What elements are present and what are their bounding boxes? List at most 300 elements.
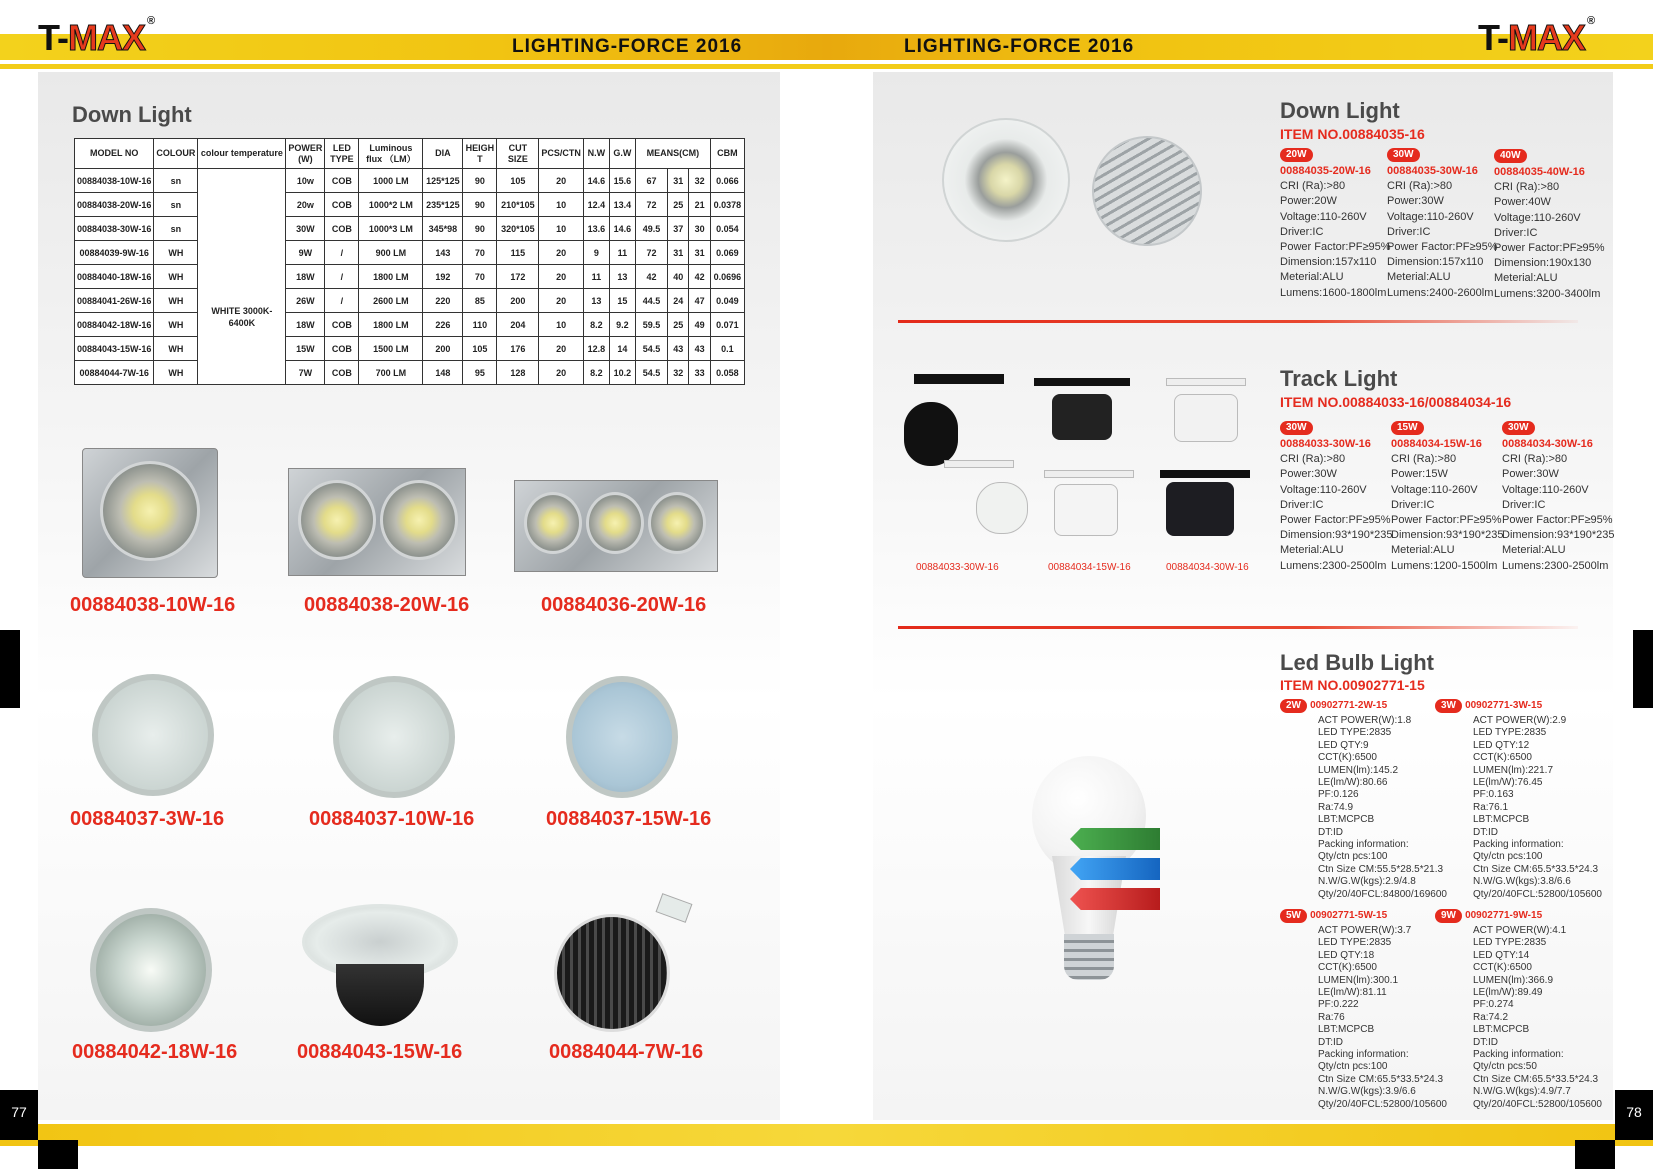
cell-means-l: 44.5: [635, 289, 667, 313]
th-height: HEIGH T: [463, 139, 497, 169]
track-light-variant: [1391, 420, 1504, 574]
cell-flux: 1000*2 LM: [359, 193, 423, 217]
track-light-variant: [1280, 420, 1393, 574]
product-image-00884036-20W-16: [514, 480, 718, 572]
spec-line: PF:0.222: [1318, 999, 1359, 1011]
th-means: MEANS(CM): [635, 139, 710, 169]
spec-line: Lumens:1600-1800lm: [1280, 286, 1387, 299]
cell-nw: 12.4: [583, 193, 609, 217]
th-gw: G.W: [609, 139, 635, 169]
cell-pcs: 10: [539, 217, 584, 241]
cell-gw: 11: [609, 241, 635, 265]
spec-line: Qty/20/40FCL:84800/169600: [1318, 888, 1447, 900]
cell-pcs: 20: [539, 289, 584, 313]
spec-line: Dimension:93*190*235: [1502, 529, 1615, 542]
cell-means-l: 59.5: [635, 313, 667, 337]
cell-means-l: 49.5: [635, 217, 667, 241]
cell-dia: 235*125: [423, 193, 463, 217]
table-row: [75, 361, 745, 385]
cell-means-w: 32: [668, 361, 689, 385]
cell-dia: 125*125: [423, 169, 463, 193]
spec-line: CCT(K):6500: [1473, 962, 1532, 974]
brand-logo-left: T-MAX ®: [38, 15, 155, 58]
cell-height: 95: [463, 361, 497, 385]
cell-colour: sn: [154, 217, 198, 241]
cell-flux: 900 LM: [359, 241, 423, 265]
cell-led-type: COB: [325, 361, 359, 385]
cell-led-type: /: [325, 289, 359, 313]
spec-lines: [1280, 452, 1393, 574]
spec-line: LE(lm/W):80.66: [1318, 777, 1388, 789]
spec-line: Lumens:2300-2500lm: [1280, 559, 1387, 572]
product-caption: 00884038-20W-16: [304, 594, 470, 616]
th-pcs-ctn: PCS/CTN: [539, 139, 584, 169]
power-badge: 30W: [1502, 421, 1535, 435]
spec-line: Qty/ctn pcs:100: [1473, 851, 1543, 863]
footer-band: [0, 1124, 1653, 1146]
spec-line: Power:20W: [1280, 195, 1337, 208]
cell-cbm: 0.049: [710, 289, 744, 313]
cell-model: 00884039-9W-16: [75, 241, 154, 265]
spec-line: Packing information:: [1473, 839, 1564, 851]
spec-line: Voltage:110-260V: [1494, 211, 1581, 224]
cell-power: 26W: [286, 289, 325, 313]
table-row: [75, 217, 745, 241]
cell-height: 70: [463, 265, 497, 289]
cell-height: 105: [463, 337, 497, 361]
spec-line: Qty/20/40FCL:52800/105600: [1473, 888, 1602, 900]
product-caption: 00884037-10W-16: [309, 808, 475, 830]
track-light-variant: [1502, 420, 1615, 574]
spec-line: Driver:IC: [1502, 498, 1546, 511]
power-badge: 40W: [1494, 149, 1527, 163]
spec-line: Dimension:157x110: [1280, 256, 1377, 269]
cell-model: 00884044-7W-16: [75, 361, 154, 385]
cell-model: 00884041-26W-16: [75, 289, 154, 313]
cell-cbm: 0.054: [710, 217, 744, 241]
spec-line: CRI (Ra):>80: [1391, 453, 1457, 466]
cell-means-h: 43: [689, 337, 710, 361]
spec-line: Meterial:ALU: [1280, 271, 1344, 284]
page-number-left: 77: [0, 1090, 38, 1140]
cell-model: 00884038-30W-16: [75, 217, 154, 241]
cell-pcs: 20: [539, 337, 584, 361]
cell-means-l: 54.5: [635, 337, 667, 361]
cell-dia: 148: [423, 361, 463, 385]
variant-model: 00902771-2W-15: [1310, 700, 1388, 711]
brand-logo-right: T-MAX ®: [1478, 15, 1595, 58]
spec-line: Dimension:190x130: [1494, 257, 1592, 270]
cell-pcs: 20: [539, 169, 584, 193]
cell-cbm: 0.069: [710, 241, 744, 265]
variant-model: 00884033-30W-16: [1280, 438, 1371, 450]
side-tab-right: [1633, 630, 1653, 708]
th-cbm: CBM: [710, 139, 744, 169]
spec-lines: [1494, 180, 1605, 302]
spec-line: DT:ID: [1473, 826, 1498, 838]
spec-line: Ra:74.2: [1473, 1011, 1509, 1023]
variant-model: 00902771-5W-15: [1310, 910, 1388, 921]
cell-power: 18W: [286, 313, 325, 337]
cell-cut-size: 172: [497, 265, 539, 289]
spec-line: Qty/ctn pcs:100: [1318, 851, 1388, 863]
book-title-right: LIGHTING-FORCE 2016: [904, 36, 1135, 57]
cell-cut-size: 128: [497, 361, 539, 385]
cell-means-l: 42: [635, 265, 667, 289]
cell-model: 00884038-10W-16: [75, 169, 154, 193]
cell-means-w: 25: [668, 193, 689, 217]
cell-colour: WH: [154, 289, 198, 313]
spec-line: LED QTY:14: [1473, 949, 1530, 961]
cell-colour: WH: [154, 313, 198, 337]
cell-cut-size: 204: [497, 313, 539, 337]
spec-line: PF:0.163: [1473, 789, 1514, 801]
track-image-label: 00884034-30W-16: [1166, 562, 1249, 573]
cell-gw: 15: [609, 289, 635, 313]
product-image-00884038-20W-16: [288, 468, 466, 576]
cell-cut-size: 200: [497, 289, 539, 313]
cell-led-type: /: [325, 265, 359, 289]
cell-colour-temp: WHITE 3000K-6400K: [198, 169, 286, 385]
spec-line: CRI (Ra):>80: [1280, 453, 1346, 466]
spec-line: Power Factor:PF≥95%: [1280, 514, 1391, 527]
power-badge: 20W: [1280, 148, 1313, 162]
spec-line: Driver:IC: [1387, 225, 1431, 238]
bulb-variant: [1435, 908, 1602, 1111]
cell-means-h: 33: [689, 361, 710, 385]
cell-means-h: 32: [689, 169, 710, 193]
cell-pcs: 10: [539, 193, 584, 217]
spec-line: LED TYPE:2835: [1318, 727, 1392, 739]
cell-means-l: 72: [635, 241, 667, 265]
cell-model: 00884042-18W-16: [75, 313, 154, 337]
spec-lines: [1502, 452, 1615, 574]
power-badge: 2W: [1280, 699, 1307, 713]
product-caption: 00884037-3W-16: [70, 808, 225, 830]
cell-cut-size: 320*105: [497, 217, 539, 241]
track-light-item-no: ITEM NO.00884033-16/00884034-16: [1280, 394, 1512, 410]
cell-nw: 12.8: [583, 337, 609, 361]
down-light-variant: [1280, 147, 1391, 301]
product-image-00884044-7W-16: [554, 898, 694, 1034]
cell-gw: 9.2: [609, 313, 635, 337]
spec-line: Lumens:3200-3400lm: [1494, 287, 1601, 300]
down-light-variant: [1387, 147, 1498, 301]
spec-line: CRI (Ra):>80: [1502, 453, 1568, 466]
spec-lines: [1318, 925, 1447, 1111]
spec-line: ACT POWER(W):2.9: [1473, 715, 1567, 726]
spec-line: LED TYPE:2835: [1473, 727, 1547, 739]
cell-means-w: 31: [668, 169, 689, 193]
product-caption: 00884042-18W-16: [72, 1041, 238, 1063]
spec-lines: [1391, 452, 1504, 574]
cell-nw: 14.6: [583, 169, 609, 193]
table-row: [75, 289, 745, 313]
cell-led-type: COB: [325, 217, 359, 241]
cell-power: 30W: [286, 217, 325, 241]
spec-line: Dimension:157x110: [1387, 256, 1484, 269]
cell-led-type: COB: [325, 337, 359, 361]
th-power: POWER (W): [286, 139, 325, 169]
spec-line: Ctn Size CM:65.5*33.5*24.3: [1473, 1073, 1599, 1085]
variant-model: 00902771-9W-15: [1465, 910, 1543, 921]
product-image-00884042-18W-16: [90, 908, 212, 1032]
spec-line: DT:ID: [1473, 1036, 1498, 1048]
header-band: [0, 34, 1653, 60]
down-light-image: [942, 118, 1212, 258]
cell-means-w: 24: [668, 289, 689, 313]
spec-line: ACT POWER(W):3.7: [1318, 925, 1412, 936]
spec-line: DT:ID: [1318, 1036, 1343, 1048]
spec-line: Voltage:110-260V: [1280, 210, 1367, 223]
product-caption: 00884043-15W-16: [297, 1041, 463, 1063]
spec-line: PF:0.274: [1473, 999, 1514, 1011]
cell-height: 70: [463, 241, 497, 265]
cell-means-w: 43: [668, 337, 689, 361]
spec-line: PF:0.126: [1318, 789, 1359, 801]
spec-line: Lumens:1200-1500lm: [1391, 559, 1498, 572]
cell-flux: 1000 LM: [359, 169, 423, 193]
cell-led-type: COB: [325, 313, 359, 337]
spec-line: LUMEN(lm):300.1: [1318, 974, 1399, 986]
power-badge: 9W: [1435, 909, 1462, 923]
led-bulb-image: [1024, 756, 1160, 982]
table-row: [75, 169, 745, 193]
footer-tab-right: [1575, 1140, 1615, 1169]
spec-line: Qty/ctn pcs:100: [1318, 1061, 1388, 1073]
cell-means-h: 49: [689, 313, 710, 337]
th-dia: DIA: [423, 139, 463, 169]
cell-height: 110: [463, 313, 497, 337]
spec-line: LBT:MCPCB: [1473, 1024, 1530, 1036]
cell-means-w: 40: [668, 265, 689, 289]
cell-gw: 13.4: [609, 193, 635, 217]
cell-colour: sn: [154, 193, 198, 217]
page-number-right: 78: [1615, 1090, 1653, 1140]
spec-line: Voltage:110-260V: [1280, 483, 1367, 496]
table-header-row: [75, 139, 745, 169]
cell-nw: 11: [583, 265, 609, 289]
cell-pcs: 20: [539, 265, 584, 289]
cell-power: 9W: [286, 241, 325, 265]
section-divider: [898, 320, 1578, 323]
spec-line: Power Factor:PF≥95%: [1387, 241, 1498, 254]
spec-line: Packing information:: [1318, 839, 1409, 851]
cell-dia: 192: [423, 265, 463, 289]
table-row: [75, 193, 745, 217]
cell-means-l: 54.5: [635, 361, 667, 385]
spec-line: LBT:MCPCB: [1318, 814, 1375, 826]
table-row: [75, 337, 745, 361]
spec-line: ACT POWER(W):4.1: [1473, 925, 1567, 936]
spec-line: Meterial:ALU: [1502, 544, 1566, 557]
th-colour-temp: colour temperature: [198, 139, 286, 169]
spec-line: LBT:MCPCB: [1473, 814, 1530, 826]
power-badge: 15W: [1391, 421, 1424, 435]
spec-line: Driver:IC: [1280, 225, 1324, 238]
cell-cbm: 0.066: [710, 169, 744, 193]
cell-nw: 13.6: [583, 217, 609, 241]
spec-line: Ra:74.9: [1318, 801, 1354, 813]
cell-cbm: 0.0696: [710, 265, 744, 289]
cell-height: 85: [463, 289, 497, 313]
cell-led-type: /: [325, 241, 359, 265]
spec-line: Voltage:110-260V: [1387, 210, 1474, 223]
spec-line: Driver:IC: [1280, 498, 1324, 511]
spec-lines: [1318, 715, 1447, 901]
spec-line: CRI (Ra):>80: [1494, 181, 1560, 194]
cell-flux: 1800 LM: [359, 265, 423, 289]
cell-gw: 13: [609, 265, 635, 289]
spec-line: N.W/G.W(kgs):4.9/7.7: [1473, 1086, 1571, 1098]
spec-line: Power Factor:PF≥95%: [1502, 514, 1613, 527]
side-tab-left: [0, 630, 20, 708]
spec-line: Dimension:93*190*235: [1391, 529, 1504, 542]
cell-cut-size: 176: [497, 337, 539, 361]
spec-lines: [1387, 179, 1498, 301]
cell-colour: WH: [154, 265, 198, 289]
spec-line: LUMEN(lm):366.9: [1473, 974, 1554, 986]
cell-means-h: 47: [689, 289, 710, 313]
power-badge: 30W: [1387, 148, 1420, 162]
spec-line: LE(lm/W):81.11: [1318, 987, 1387, 999]
down-light-item-no: ITEM NO.00884035-16: [1280, 126, 1425, 142]
spec-line: CRI (Ra):>80: [1387, 180, 1453, 193]
spec-line: Ctn Size CM:65.5*33.5*24.3: [1473, 863, 1599, 875]
cell-height: 90: [463, 169, 497, 193]
spec-line: LBT:MCPCB: [1318, 1024, 1375, 1036]
product-image-00884037-3W-16: [92, 674, 214, 796]
power-badge: 30W: [1280, 421, 1313, 435]
bulb-variant: [1280, 908, 1447, 1111]
spec-line: N.W/G.W(kgs):3.9/6.6: [1318, 1086, 1416, 1098]
cell-means-h: 31: [689, 241, 710, 265]
bulb-item-no: ITEM NO.00902771-15: [1280, 677, 1425, 693]
cell-cbm: 0.0378: [710, 193, 744, 217]
cell-colour: WH: [154, 337, 198, 361]
spec-line: LUMEN(lm):145.2: [1318, 764, 1399, 776]
cell-nw: 8.2: [583, 313, 609, 337]
spec-line: Ra:76: [1318, 1011, 1345, 1023]
cell-power: 7W: [286, 361, 325, 385]
product-caption: 00884037-15W-16: [546, 808, 712, 830]
spec-line: CCT(K):6500: [1318, 962, 1377, 974]
cell-dia: 143: [423, 241, 463, 265]
cell-means-h: 21: [689, 193, 710, 217]
th-led-type: LED TYPE: [325, 139, 359, 169]
power-badge: 3W: [1435, 699, 1462, 713]
spec-line: Lumens:2400-2600lm: [1387, 286, 1494, 299]
left-section-title: Down Light: [72, 102, 192, 127]
spec-line: Power:15W: [1391, 468, 1448, 481]
spec-line: Driver:IC: [1494, 226, 1538, 239]
track-light-title: Track Light: [1280, 366, 1398, 391]
spec-line: Meterial:ALU: [1387, 271, 1451, 284]
variant-model: 00884034-15W-16: [1391, 438, 1482, 450]
product-image-00884038-10W-16: [82, 444, 218, 582]
cell-height: 90: [463, 193, 497, 217]
cell-nw: 9: [583, 241, 609, 265]
cell-gw: 15.6: [609, 169, 635, 193]
product-caption: 00884036-20W-16: [541, 594, 707, 616]
product-image-00884037-15W-16: [566, 676, 678, 798]
spec-lines: [1280, 179, 1391, 301]
cell-means-h: 30: [689, 217, 710, 241]
cell-led-type: COB: [325, 193, 359, 217]
cell-model: 00884043-15W-16: [75, 337, 154, 361]
down-light-variant: [1494, 148, 1605, 302]
spec-line: Qty/ctn pcs:50: [1473, 1061, 1537, 1073]
cell-cbm: 0.058: [710, 361, 744, 385]
spec-table: [74, 138, 745, 385]
spec-line: Meterial:ALU: [1494, 272, 1558, 285]
cell-nw: 13: [583, 289, 609, 313]
cell-dia: 226: [423, 313, 463, 337]
header-underline: [0, 64, 1653, 69]
bulb-title: Led Bulb Light: [1280, 650, 1434, 675]
spec-line: Qty/20/40FCL:52800/105600: [1473, 1098, 1602, 1110]
product-image-00884043-15W-16: [302, 904, 458, 1028]
cell-means-w: 37: [668, 217, 689, 241]
spec-line: Voltage:110-260V: [1502, 483, 1589, 496]
cell-power: 18W: [286, 265, 325, 289]
spec-line: Power Factor:PF≥95%: [1391, 514, 1502, 527]
spec-line: Power Factor:PF≥95%: [1280, 241, 1391, 254]
cell-means-w: 31: [668, 241, 689, 265]
cell-cbm: 0.071: [710, 313, 744, 337]
cell-cut-size: 105: [497, 169, 539, 193]
cell-flux: 700 LM: [359, 361, 423, 385]
variant-model: 00902771-3W-15: [1465, 700, 1543, 711]
spec-line: LED QTY:9: [1318, 739, 1369, 751]
cell-power: 20w: [286, 193, 325, 217]
cell-pcs: 10: [539, 313, 584, 337]
cell-gw: 10.2: [609, 361, 635, 385]
track-light-image: [904, 374, 1254, 554]
spec-line: Qty/20/40FCL:52800/105600: [1318, 1098, 1447, 1110]
down-light-title: Down Light: [1280, 98, 1400, 123]
cell-flux: 1500 LM: [359, 337, 423, 361]
cell-means-w: 25: [668, 313, 689, 337]
th-colour: COLOUR: [154, 139, 198, 169]
spec-line: LED TYPE:2835: [1318, 937, 1392, 949]
spec-line: Driver:IC: [1391, 498, 1435, 511]
spec-line: LED QTY:12: [1473, 739, 1530, 751]
cell-pcs: 20: [539, 361, 584, 385]
table-row: [75, 241, 745, 265]
th-nw: N.W: [583, 139, 609, 169]
cell-cbm: 0.1: [710, 337, 744, 361]
spec-line: DT:ID: [1318, 826, 1343, 838]
bulb-variant: [1435, 698, 1602, 901]
power-badge: 5W: [1280, 909, 1307, 923]
spec-line: Packing information:: [1318, 1049, 1409, 1061]
cell-led-type: COB: [325, 169, 359, 193]
spec-line: Power:30W: [1502, 468, 1559, 481]
th-cut-size: CUT SIZE: [497, 139, 539, 169]
spec-line: LED TYPE:2835: [1473, 937, 1547, 949]
spec-line: Packing information:: [1473, 1049, 1564, 1061]
cell-means-h: 42: [689, 265, 710, 289]
bulb-variant: [1280, 698, 1447, 901]
variant-model: 00884035-20W-16: [1280, 165, 1371, 177]
spec-line: LE(lm/W):89.49: [1473, 987, 1543, 999]
track-image-label: 00884033-30W-16: [916, 562, 999, 573]
spec-line: Meterial:ALU: [1391, 544, 1455, 557]
spec-line: Ctn Size CM:55.5*28.5*21.3: [1318, 863, 1444, 875]
cell-cut-size: 115: [497, 241, 539, 265]
th-model: MODEL NO: [75, 139, 154, 169]
